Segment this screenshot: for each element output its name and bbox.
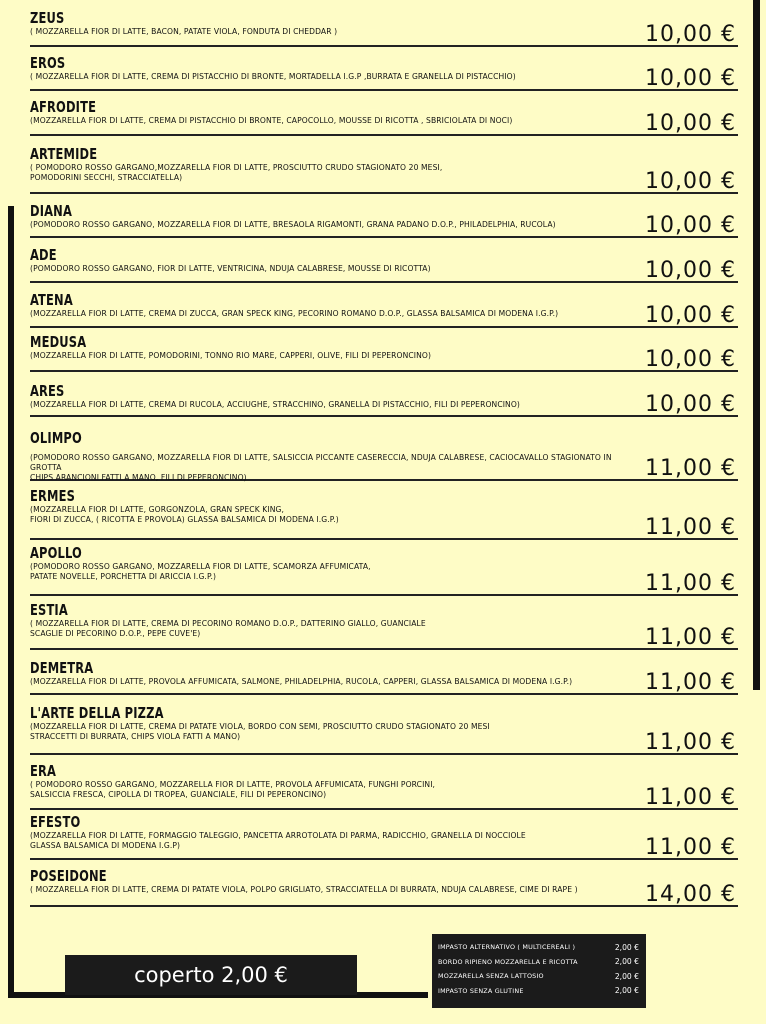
- extra-price: 2,00 €: [614, 957, 639, 967]
- menu-item-description: (MOZZARELLA FIOR DI LATTE, PROVOLA AFFUMICATA, SALMONE, PHILADELPHIA, RUCOLA, CAPPERI, GLASSA BALSAMICA DI MODENA I.G.P.): [30, 677, 573, 686]
- menu-item-description: (POMODORO ROSSO GARGANO, MOZZARELLA FIOR DI LATTE, SALSICCIA PICCANTE CASERECCIA, NDUJA CALABRESE, CACIOCAVALLO STAGIONATO IN GROTTA CHIPS ARANCIONI FATTI A MANO, FILI DI PEPERONCINO): [30, 453, 612, 482]
- menu-item-diana: [30, 203, 738, 238]
- frame-border-right: [753, 0, 760, 690]
- menu-item-name: AFRODITE: [30, 98, 97, 116]
- menu-item-description: ( POMODORO ROSSO GARGANO,MOZZARELLA FIOR DI LATTE, PROSCIUTTO CRUDO STAGIONATO 20 MESI, POMODORINI SECCHI, STRACCIATELLA): [30, 163, 443, 182]
- menu-item-description: (MOZZARELLA FIOR DI LATTE, POMODORINI, TONNO RIO MARE, CAPPERI, OLIVE, FILI DI PEPERONCINO): [30, 351, 432, 360]
- menu-item-price: 11,00 €: [645, 785, 736, 810]
- menu-item-price: 10,00 €: [645, 392, 736, 417]
- menu-item-name: POSEIDONE: [30, 867, 107, 885]
- menu-item-efesto: [30, 814, 738, 860]
- extra-price: 2,00 €: [614, 942, 639, 952]
- menu-item-name: MEDUSA: [30, 333, 87, 351]
- menu-item-name: DIANA: [30, 202, 72, 220]
- menu-item-ermes: [30, 488, 738, 540]
- menu-item-price: 11,00 €: [645, 515, 736, 540]
- menu-item-name: ARES: [30, 382, 65, 400]
- menu-item-name: EFESTO: [30, 813, 81, 831]
- menu-item-price: 11,00 €: [645, 730, 736, 755]
- menu-item-artemide: [30, 146, 738, 194]
- extra-row: [432, 940, 646, 955]
- menu-item-name: DEMETRA: [30, 659, 94, 677]
- menu-item-price: 10,00 €: [645, 66, 736, 91]
- menu-item-price: 14,00 €: [645, 882, 736, 907]
- menu-item-name: OLIMPO: [30, 429, 82, 447]
- menu-item-name: ESTIA: [30, 601, 68, 619]
- menu-item-olimpo: [30, 430, 738, 481]
- menu-item-price: 10,00 €: [645, 258, 736, 283]
- menu-item-price: 11,00 €: [645, 670, 736, 695]
- menu-item-description: ( MOZZARELLA FIOR DI LATTE, CREMA DI PISTACCHIO DI BRONTE, MORTADELLA I.G.P ,BURRATA E GRANELLA DI PISTACCHIO): [30, 72, 516, 81]
- menu-item-poseidone: [30, 868, 738, 907]
- menu-item-price: 11,00 €: [645, 571, 736, 596]
- extras-box: [432, 934, 646, 1008]
- menu-item-estia: [30, 602, 738, 650]
- menu-item-price: 10,00 €: [645, 303, 736, 328]
- menu-item-name: ATENA: [30, 291, 73, 309]
- menu-item-description: (POMODORO ROSSO GARGANO, FIOR DI LATTE, VENTRICINA, NDUJA CALABRESE, MOUSSE DI RICOTTA): [30, 264, 431, 273]
- menu-item-ares: [30, 383, 738, 417]
- extra-label: IMPASTO SENZA GLUTINE: [438, 986, 524, 995]
- menu-item-price: 10,00 €: [645, 111, 736, 136]
- menu-item-description: ( MOZZARELLA FIOR DI LATTE, CREMA DI PATATE VIOLA, POLPO GRIGLIATO, STRACCIATELLA DI BURRATA, NDUJA CALABRESE, CIME DI RAPE ): [30, 885, 578, 894]
- coperto-banner: coperto 2,00 €: [65, 955, 357, 995]
- extra-row: [432, 969, 646, 984]
- menu-item-price: 10,00 €: [645, 22, 736, 47]
- menu-item-l-arte-della-pizza: [30, 705, 738, 755]
- menu-item-name: ADE: [30, 246, 57, 264]
- menu-item-name: ERA: [30, 762, 57, 780]
- menu-item-price: 11,00 €: [645, 835, 736, 860]
- menu-item-apollo: [30, 545, 738, 596]
- menu-item-price: 11,00 €: [645, 456, 736, 481]
- menu-item-price: 10,00 €: [645, 213, 736, 238]
- menu-item-name: APOLLO: [30, 544, 82, 562]
- menu-item-name: ARTEMIDE: [30, 145, 98, 163]
- menu-item-afrodite: [30, 99, 738, 136]
- menu-item-description: ( POMODORO ROSSO GARGANO, MOZZARELLA FIOR DI LATTE, PROVOLA AFFUMICATA, FUNGHI PORCINI, SALSICCIA FRESCA, CIPOLLA DI TROPEA, GUANCIALE, FILI DI PEPERONCINO): [30, 780, 436, 799]
- menu-item-name: L'ARTE DELLA PIZZA: [30, 704, 164, 722]
- extra-price: 2,00 €: [614, 971, 639, 981]
- menu-item-demetra: [30, 660, 738, 695]
- menu-item-name: ZEUS: [30, 9, 65, 27]
- menu-item-ade: [30, 247, 738, 283]
- menu-item-era: [30, 763, 738, 810]
- menu-item-name: ERMES: [30, 487, 76, 505]
- menu-item-name: EROS: [30, 54, 66, 72]
- menu-item-eros: [30, 55, 738, 91]
- extra-label: MOZZARELLA SENZA LATTOSIO: [438, 972, 544, 981]
- menu-item-description: ( MOZZARELLA FIOR DI LATTE, BACON, PATATE VIOLA, FONDUTA DI CHEDDAR ): [30, 27, 338, 36]
- extra-label: IMPASTO ALTERNATIVO ( MULTICEREALI ): [438, 943, 576, 952]
- menu-item-price: 10,00 €: [645, 347, 736, 372]
- menu-item-description: (MOZZARELLA FIOR DI LATTE, FORMAGGIO TALEGGIO, PANCETTA ARROTOLATA DI PARMA, RADICCHIO, GRANELLA DI NOCCIOLE GLASSA BALSAMICA DI MODENA I.G.P): [30, 831, 526, 850]
- menu-item-description: (POMODORO ROSSO GARGANO, MOZZARELLA FIOR DI LATTE, SCAMORZA AFFUMICATA, PATATE NOVELLE, PORCHETTA DI ARICCIA I.G.P.): [30, 562, 371, 581]
- frame-border-left: [8, 206, 14, 998]
- menu-item-price: 11,00 €: [645, 625, 736, 650]
- menu-item-description: (MOZZARELLA FIOR DI LATTE, CREMA DI PISTACCHIO DI BRONTE, CAPOCOLLO, MOUSSE DI RICOTTA , SBRICIOLATA DI NOCI): [30, 116, 513, 125]
- menu-item-description: (MOZZARELLA FIOR DI LATTE, CREMA DI ZUCCA, GRAN SPECK KING, PECORINO ROMANO D.O.P., GLASSA BALSAMICA DI MODENA I.G.P.): [30, 309, 559, 318]
- menu-item-description: (MOZZARELLA FIOR DI LATTE, CREMA DI RUCOLA, ACCIUGHE, STRACCHINO, GRANELLA DI PISTACCHIO, FILI DI PEPERONCINO): [30, 400, 520, 409]
- extra-price: 2,00 €: [614, 986, 639, 996]
- menu-item-description: (MOZZARELLA FIOR DI LATTE, GORGONZOLA, GRAN SPECK KING, FIORI DI ZUCCA, ( RICOTTA E PROVOLA) GLASSA BALSAMICA DI MODENA I.G.P.): [30, 505, 339, 524]
- menu-item-medusa: [30, 334, 738, 372]
- extra-label: BORDO RIPIENO MOZZARELLA E RICOTTA: [438, 957, 578, 966]
- extra-row: [432, 955, 646, 970]
- menu-item-price: 10,00 €: [645, 169, 736, 194]
- extra-row: [432, 984, 646, 999]
- menu-item-description: (POMODORO ROSSO GARGANO, MOZZARELLA FIOR DI LATTE, BRESAOLA RIGAMONTI, GRANA PADANO D.O.P., PHILADELPHIA, RUCOLA): [30, 220, 556, 229]
- menu-item-atena: [30, 292, 738, 328]
- menu-item-zeus: [30, 10, 738, 47]
- menu-item-description: (MOZZARELLA FIOR DI LATTE, CREMA DI PATATE VIOLA, BORDO CON SEMI, PROSCIUTTO CRUDO STAGIONATO 20 MESI STRACCETTI DI BURRATA, CHIPS VIOLA FATTI A MANO): [30, 722, 490, 741]
- menu-item-description: ( MOZZARELLA FIOR DI LATTE, CREMA DI PECORINO ROMANO D.O.P., DATTERINO GIALLO, GUANCIALE SCAGLIE DI PECORINO D.O.P., PEPE CUVE'E): [30, 619, 426, 638]
